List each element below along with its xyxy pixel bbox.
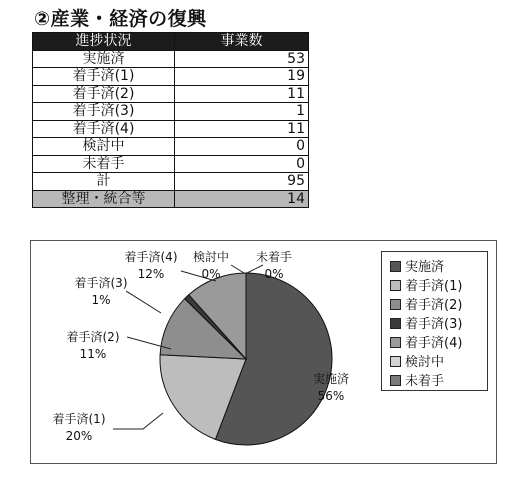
legend-swatch <box>390 356 401 367</box>
row-value: 0 <box>175 138 309 156</box>
slice-percent-label: 0% <box>264 267 284 281</box>
row-value: 1 <box>175 103 309 121</box>
table-row <box>33 120 309 138</box>
legend-item <box>390 277 462 297</box>
table-header-row <box>33 33 309 51</box>
slice-percent-label: 20% <box>65 429 93 443</box>
slice-percent-label: 1% <box>91 293 111 307</box>
pie-chart <box>31 241 376 463</box>
leader-line <box>113 413 163 429</box>
row-label: 実施済 <box>33 50 175 68</box>
slice-label: 着手済(2) <box>66 330 120 344</box>
legend-label: 実施済 <box>405 260 445 275</box>
table-total-row <box>33 173 309 191</box>
row-label: 未着手 <box>33 155 175 173</box>
row-value: 11 <box>175 85 309 103</box>
section-heading: ②産業・経済の復興 <box>34 8 207 30</box>
legend-label: 検討中 <box>405 355 445 370</box>
legend-label: 未着手 <box>405 374 445 389</box>
row-value: 11 <box>175 120 309 138</box>
extra-value: 14 <box>175 190 309 208</box>
slice-percent-label: 11% <box>79 347 107 361</box>
leader-line <box>247 265 263 273</box>
table-row <box>33 138 309 156</box>
slice-label: 着手済(3) <box>74 276 128 290</box>
legend-label: 着手済(4) <box>405 336 463 351</box>
row-label: 検討中 <box>33 138 175 156</box>
table-extra-row <box>33 190 309 208</box>
legend-swatch <box>390 261 401 272</box>
progress-table <box>32 32 309 208</box>
legend-swatch <box>390 318 401 329</box>
table-row <box>33 103 309 121</box>
legend-label: 着手済(3) <box>405 317 463 332</box>
legend-label: 着手済(2) <box>405 298 463 313</box>
slice-label: 検討中 <box>192 250 230 264</box>
row-value: 19 <box>175 68 309 86</box>
chart-legend <box>381 251 488 391</box>
slice-label: 着手済(4) <box>124 250 178 264</box>
legend-item <box>390 372 444 392</box>
legend-item <box>390 315 462 335</box>
row-value: 53 <box>175 50 309 68</box>
row-value: 0 <box>175 155 309 173</box>
leader-line <box>231 265 244 273</box>
legend-swatch <box>390 280 401 291</box>
total-label: 計 <box>33 173 175 191</box>
pie-chart-area <box>30 240 497 464</box>
legend-swatch <box>390 299 401 310</box>
leader-line <box>126 291 161 313</box>
extra-label: 整理・統合等 <box>33 190 175 208</box>
row-label: 着手済(3) <box>33 103 175 121</box>
table-header-status: 進捗状況 <box>33 33 175 51</box>
table-row <box>33 85 309 103</box>
legend-item <box>390 258 444 278</box>
row-label: 着手済(4) <box>33 120 175 138</box>
slice-percent-label: 56% <box>317 389 345 403</box>
table-header-count: 事業数 <box>175 33 309 51</box>
table-row <box>33 68 309 86</box>
legend-item <box>390 334 462 354</box>
slice-label: 未着手 <box>255 250 293 264</box>
table-row <box>33 155 309 173</box>
legend-item <box>390 296 462 316</box>
table-row <box>33 50 309 68</box>
slice-label: 着手済(1) <box>52 412 106 426</box>
slice-label: 実施済 <box>312 372 350 386</box>
legend-label: 着手済(1) <box>405 279 463 294</box>
row-label: 着手済(2) <box>33 85 175 103</box>
legend-item <box>390 353 444 373</box>
total-value: 95 <box>175 173 309 191</box>
slice-percent-label: 12% <box>137 267 165 281</box>
legend-swatch <box>390 337 401 348</box>
slice-percent-label: 0% <box>201 267 221 281</box>
row-label: 着手済(1) <box>33 68 175 86</box>
legend-swatch <box>390 375 401 386</box>
